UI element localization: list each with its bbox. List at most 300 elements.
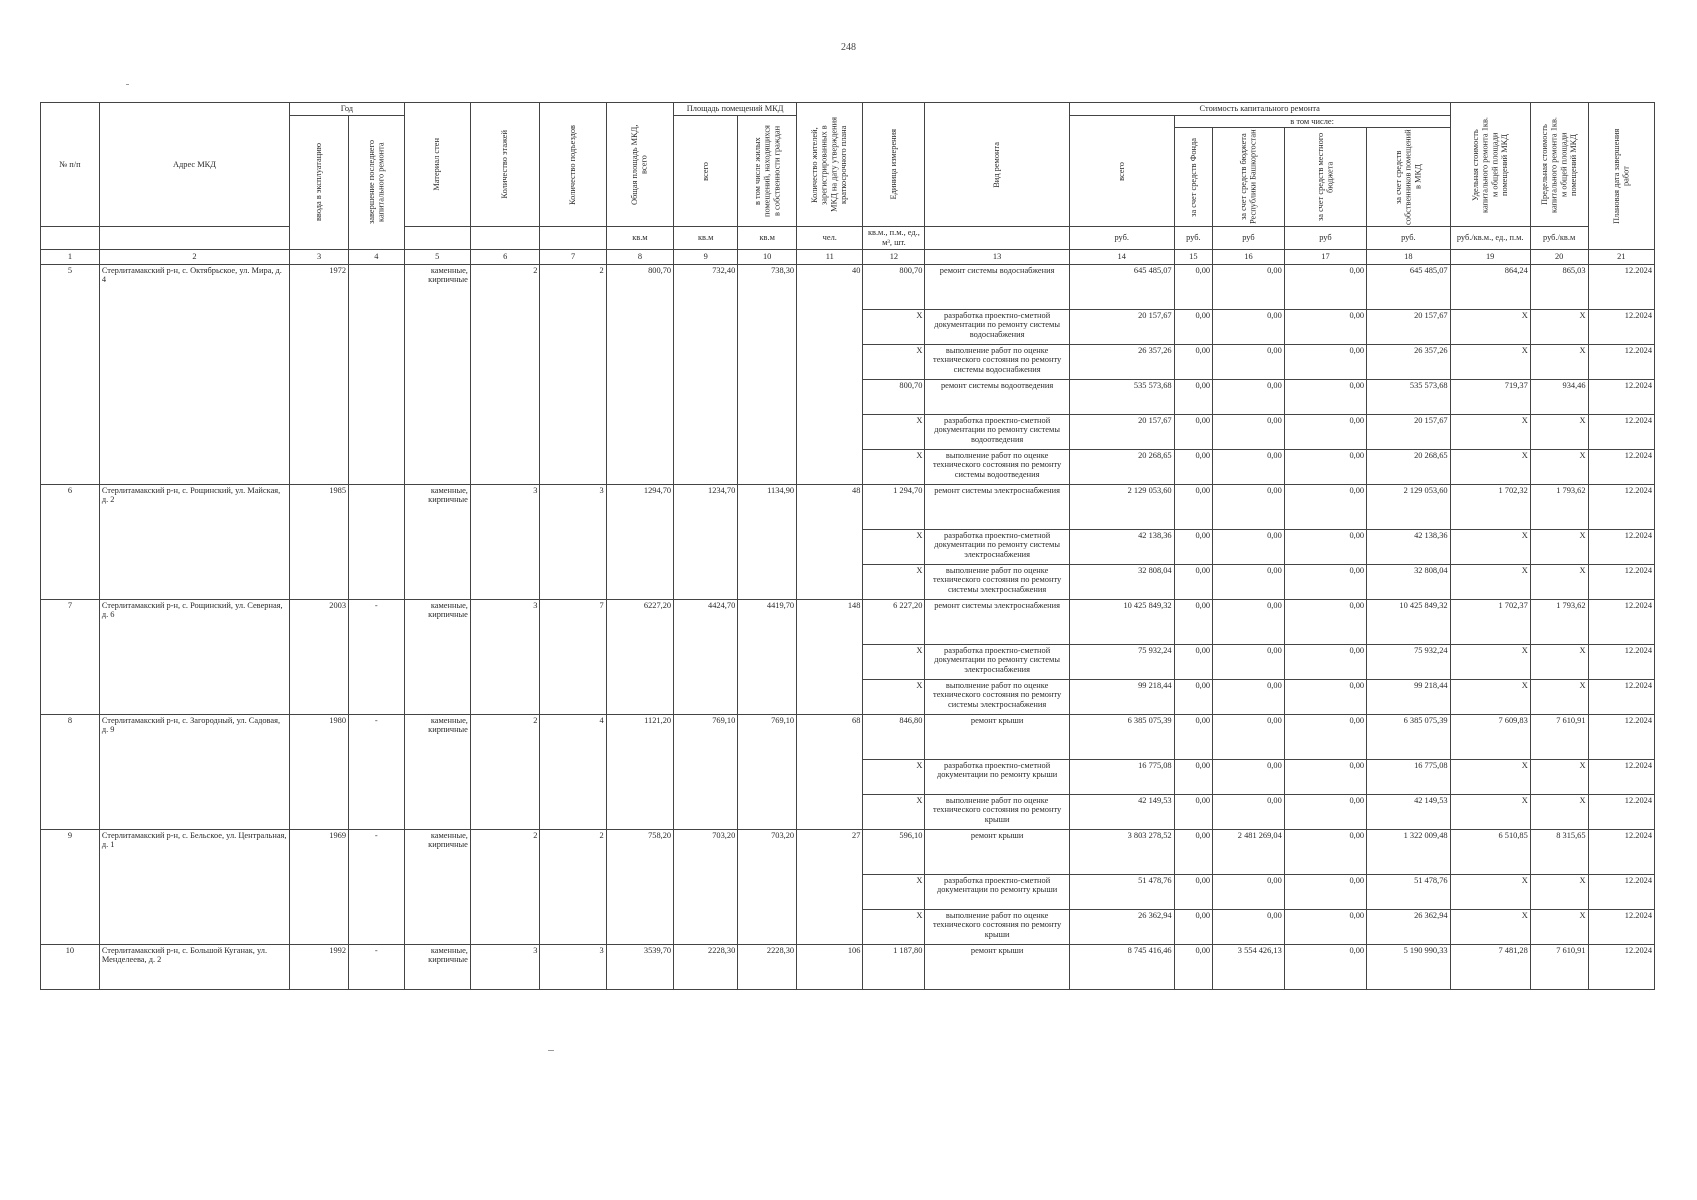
work-unit-cost: 7 481,28 <box>1450 944 1530 989</box>
work-cost-local: 0,00 <box>1284 909 1366 944</box>
work-cost-owners: 5 190 990,33 <box>1367 944 1450 989</box>
column-number-cell: 3 <box>290 249 349 264</box>
building-last-repair <box>349 264 405 484</box>
work-cost-total: 10 425 849,32 <box>1069 599 1174 644</box>
work-cost-total: 6 385 075,39 <box>1069 714 1174 759</box>
work-cost-fund: 0,00 <box>1174 874 1213 909</box>
work-cost-owners: 20 157,67 <box>1367 309 1450 344</box>
work-unit: 800,70 <box>863 379 925 414</box>
column-number-cell: 8 <box>606 249 673 264</box>
work-cost-fund: 0,00 <box>1174 599 1213 644</box>
margin-mark <box>548 1050 554 1051</box>
column-number-cell: 14 <box>1069 249 1174 264</box>
work-limit-cost: 8 315,65 <box>1530 829 1588 874</box>
unit-blank-2 <box>99 227 289 249</box>
work-cost-republic: 0,00 <box>1213 909 1285 944</box>
header-year-last-repair <box>349 115 405 249</box>
building-area-residential: 2228,30 <box>738 944 797 989</box>
building-last-repair: - <box>349 599 405 714</box>
column-number-cell: 20 <box>1530 249 1588 264</box>
building-area-residential: 769,10 <box>738 714 797 829</box>
unit-cost-total: руб. <box>1069 227 1174 249</box>
building-num: 6 <box>41 484 100 599</box>
building-material: каменные, кирпичные <box>404 714 470 829</box>
work-cost-fund: 0,00 <box>1174 794 1213 829</box>
header-floors <box>470 103 540 227</box>
work-cost-owners: 535 573,68 <box>1367 379 1450 414</box>
table-row <box>41 829 1655 874</box>
work-cost-owners: 42 138,36 <box>1367 529 1450 564</box>
work-cost-local: 0,00 <box>1284 599 1366 644</box>
header-planned-date-text: Плановая дата завершения работ <box>1611 128 1631 224</box>
work-limit-cost: X <box>1530 564 1588 599</box>
building-residents: 27 <box>797 829 863 944</box>
building-total-area: 800,70 <box>606 264 673 484</box>
work-planned-date: 12.2024 <box>1588 264 1654 309</box>
work-unit-cost: 6 510,85 <box>1450 829 1530 874</box>
work-unit: 596,10 <box>863 829 925 874</box>
unit-area-total: кв.м <box>674 227 738 249</box>
column-number-cell: 11 <box>797 249 863 264</box>
work-cost-republic: 0,00 <box>1213 264 1285 309</box>
work-cost-fund: 0,00 <box>1174 414 1213 449</box>
work-cost-total: 3 803 278,52 <box>1069 829 1174 874</box>
column-number-cell: 5 <box>404 249 470 264</box>
work-planned-date: 12.2024 <box>1588 679 1654 714</box>
building-num: 7 <box>41 599 100 714</box>
header-unit-text: Единица измерения <box>889 129 899 200</box>
work-unit: X <box>863 344 925 379</box>
building-residents: 48 <box>797 484 863 599</box>
work-limit-cost: X <box>1530 759 1588 794</box>
work-unit-cost: 1 702,37 <box>1450 599 1530 644</box>
unit-blank-13 <box>925 227 1069 249</box>
work-name: выполнение работ по оценке технического состояния по ремонту системы электроснабжения <box>925 564 1069 599</box>
table-row <box>41 944 1655 989</box>
work-unit: X <box>863 909 925 944</box>
building-address: Стерлитамакский р-н, с. Рощинский, ул. Майская, д. 2 <box>99 484 289 599</box>
header-area-residential-text: в том числе жилых помещений, находящихся в собственности граждан <box>752 125 781 217</box>
work-planned-date: 12.2024 <box>1588 644 1654 679</box>
work-cost-fund: 0,00 <box>1174 484 1213 529</box>
column-number-cell: 13 <box>925 249 1069 264</box>
unit-limit-cost: руб./кв.м <box>1530 227 1588 249</box>
work-name: разработка проектно-сметной документации по ремонту системы электроснабжения <box>925 644 1069 679</box>
header-year-group: Год <box>290 103 404 116</box>
work-cost-republic: 0,00 <box>1213 599 1285 644</box>
work-unit: 846,80 <box>863 714 925 759</box>
work-unit: X <box>863 449 925 484</box>
building-floors: 2 <box>470 714 540 829</box>
work-name: ремонт системы водоотведения <box>925 379 1069 414</box>
header-cost-local-text: за счет средств местного бюджета <box>1315 133 1335 222</box>
margin-mark <box>126 84 129 85</box>
work-name: выполнение работ по оценке технического состояния по ремонту системы электроснабжения <box>925 679 1069 714</box>
building-total-area: 758,20 <box>606 829 673 944</box>
work-cost-total: 42 138,36 <box>1069 529 1174 564</box>
column-number-cell: 12 <box>863 249 925 264</box>
building-total-area: 3539,70 <box>606 944 673 989</box>
building-last-repair: - <box>349 714 405 829</box>
repair-plan-sheet <box>40 102 1655 990</box>
work-cost-republic: 0,00 <box>1213 714 1285 759</box>
work-cost-owners: 6 385 075,39 <box>1367 714 1450 759</box>
unit-blank-5 <box>404 227 470 249</box>
header-total-area-text: Общая площадь МКД, всего <box>630 124 649 205</box>
header-floors-text: Количество этажей <box>500 130 510 199</box>
work-cost-total: 20 157,67 <box>1069 309 1174 344</box>
work-name: выполнение работ по оценке технического состояния по ремонту системы водоотведения <box>925 449 1069 484</box>
header-cost-total <box>1069 115 1174 227</box>
work-unit-cost: X <box>1450 309 1530 344</box>
building-num: 5 <box>41 264 100 484</box>
header-work-type-text: Вид ремонта <box>992 141 1002 188</box>
building-num: 8 <box>41 714 100 829</box>
work-unit-cost: X <box>1450 564 1530 599</box>
header-unit-cost <box>1450 103 1530 227</box>
work-unit: X <box>863 794 925 829</box>
work-cost-local: 0,00 <box>1284 874 1366 909</box>
building-entrances: 7 <box>540 599 606 714</box>
work-limit-cost: X <box>1530 794 1588 829</box>
header-cost-group: Стоимость капитального ремонта <box>1069 103 1450 116</box>
unit-unit-cost: руб./кв.м., ед., п.м. <box>1450 227 1530 249</box>
work-name: ремонт крыши <box>925 714 1069 759</box>
work-unit-cost: X <box>1450 794 1530 829</box>
work-cost-local: 0,00 <box>1284 449 1366 484</box>
work-unit: X <box>863 309 925 344</box>
building-year: 1969 <box>290 829 349 944</box>
building-residents: 68 <box>797 714 863 829</box>
column-number-cell: 18 <box>1367 249 1450 264</box>
work-cost-fund: 0,00 <box>1174 714 1213 759</box>
header-address: Адрес МКД <box>99 103 289 227</box>
table-body <box>41 249 1655 989</box>
building-floors: 3 <box>470 944 540 989</box>
work-cost-owners: 32 808,04 <box>1367 564 1450 599</box>
work-unit: X <box>863 759 925 794</box>
header-area-total-text: всего <box>700 161 710 181</box>
building-area-total: 732,40 <box>674 264 738 484</box>
work-cost-republic: 2 481 269,04 <box>1213 829 1285 874</box>
column-number-cell: 2 <box>99 249 289 264</box>
header-cost-local <box>1284 128 1366 227</box>
work-name: ремонт крыши <box>925 829 1069 874</box>
work-cost-republic: 0,00 <box>1213 794 1285 829</box>
work-cost-fund: 0,00 <box>1174 909 1213 944</box>
work-cost-fund: 0,00 <box>1174 449 1213 484</box>
building-material: каменные, кирпичные <box>404 944 470 989</box>
page-number: 248 <box>841 42 856 53</box>
work-cost-local: 0,00 <box>1284 944 1366 989</box>
work-planned-date: 12.2024 <box>1588 794 1654 829</box>
building-entrances: 3 <box>540 484 606 599</box>
work-cost-fund: 0,00 <box>1174 309 1213 344</box>
work-unit-cost: X <box>1450 414 1530 449</box>
building-num: 10 <box>41 944 100 989</box>
building-area-residential: 1134,90 <box>738 484 797 599</box>
work-cost-fund: 0,00 <box>1174 644 1213 679</box>
building-entrances: 3 <box>540 944 606 989</box>
work-cost-republic: 0,00 <box>1213 379 1285 414</box>
work-cost-fund: 0,00 <box>1174 829 1213 874</box>
building-area-residential: 738,30 <box>738 264 797 484</box>
work-cost-owners: 20 268,65 <box>1367 449 1450 484</box>
building-area-total: 4424,70 <box>674 599 738 714</box>
column-number-cell: 21 <box>1588 249 1654 264</box>
work-cost-total: 75 932,24 <box>1069 644 1174 679</box>
building-year: 1980 <box>290 714 349 829</box>
header-entrances <box>540 103 606 227</box>
work-cost-republic: 3 554 426,13 <box>1213 944 1285 989</box>
work-name: ремонт системы водоснабжения <box>925 264 1069 309</box>
work-planned-date: 12.2024 <box>1588 874 1654 909</box>
header-unit <box>863 103 925 227</box>
header-limit-cost-text: Предельная стоимость капитального ремонта 1кв. м общей площади помещений МКД <box>1539 116 1578 213</box>
column-number-row <box>41 249 1655 264</box>
header-cost-owners-text: за счет средств собственников помещений в МКД <box>1393 129 1423 226</box>
header-work-type <box>925 103 1069 227</box>
building-floors: 3 <box>470 484 540 599</box>
work-cost-local: 0,00 <box>1284 679 1366 714</box>
work-planned-date: 12.2024 <box>1588 309 1654 344</box>
work-cost-fund: 0,00 <box>1174 759 1213 794</box>
column-number-cell: 17 <box>1284 249 1366 264</box>
work-cost-republic: 0,00 <box>1213 414 1285 449</box>
work-unit-cost: X <box>1450 679 1530 714</box>
header-wall-material <box>404 103 470 227</box>
work-cost-fund: 0,00 <box>1174 944 1213 989</box>
work-cost-local: 0,00 <box>1284 414 1366 449</box>
work-cost-owners: 16 775,08 <box>1367 759 1450 794</box>
header-area-residential <box>738 115 797 227</box>
work-name: ремонт системы электроснабжения <box>925 484 1069 529</box>
column-number-cell: 10 <box>738 249 797 264</box>
work-cost-owners: 10 425 849,32 <box>1367 599 1450 644</box>
work-name: разработка проектно-сметной документации по ремонту системы водоснабжения <box>925 309 1069 344</box>
work-cost-local: 0,00 <box>1284 644 1366 679</box>
header-unit-cost-text: Удельная стоимость капитального ремонта 1кв. м общей площади помещений МКД <box>1470 116 1509 213</box>
building-address: Стерлитамакский р-н, с. Большой Куганак, ул. Менделеева, д. 2 <box>99 944 289 989</box>
work-cost-total: 42 149,53 <box>1069 794 1174 829</box>
work-unit-cost: 864,24 <box>1450 264 1530 309</box>
work-unit: 1 187,80 <box>863 944 925 989</box>
unit-cost-owners: руб. <box>1367 227 1450 249</box>
work-cost-total: 16 775,08 <box>1069 759 1174 794</box>
building-entrances: 4 <box>540 714 606 829</box>
work-unit: X <box>863 529 925 564</box>
work-cost-republic: 0,00 <box>1213 344 1285 379</box>
building-material: каменные, кирпичные <box>404 829 470 944</box>
building-last-repair <box>349 484 405 599</box>
building-address: Стерлитамакский р-н, с. Рощинский, ул. Северная, д. 6 <box>99 599 289 714</box>
work-cost-owners: 20 157,67 <box>1367 414 1450 449</box>
header-cost-republic <box>1213 128 1285 227</box>
work-unit-cost: X <box>1450 759 1530 794</box>
work-cost-republic: 0,00 <box>1213 874 1285 909</box>
work-limit-cost: 7 610,91 <box>1530 714 1588 759</box>
building-address: Стерлитамакский р-н, с. Октябрьское, ул. Мира, д. 4 <box>99 264 289 484</box>
building-year: 1992 <box>290 944 349 989</box>
work-cost-owners: 99 218,44 <box>1367 679 1450 714</box>
header-year-commission-text: ввода в эксплуатацию <box>314 143 324 222</box>
work-unit-cost: 1 702,32 <box>1450 484 1530 529</box>
building-area-total: 1234,70 <box>674 484 738 599</box>
work-cost-total: 20 268,65 <box>1069 449 1174 484</box>
work-name: выполнение работ по оценке технического состояния по ремонту крыши <box>925 794 1069 829</box>
column-number-cell: 6 <box>470 249 540 264</box>
column-number-cell: 7 <box>540 249 606 264</box>
work-cost-republic: 0,00 <box>1213 759 1285 794</box>
work-unit-cost: X <box>1450 344 1530 379</box>
building-num: 9 <box>41 829 100 944</box>
work-unit: X <box>863 874 925 909</box>
building-material: каменные, кирпичные <box>404 599 470 714</box>
building-total-area: 1121,20 <box>606 714 673 829</box>
work-cost-owners: 42 149,53 <box>1367 794 1450 829</box>
building-total-area: 6227,20 <box>606 599 673 714</box>
header-cost-including: в том числе: <box>1174 115 1450 128</box>
header-cost-owners <box>1367 128 1450 227</box>
work-planned-date: 12.2024 <box>1588 564 1654 599</box>
building-last-repair: - <box>349 829 405 944</box>
work-limit-cost: 865,03 <box>1530 264 1588 309</box>
building-residents: 148 <box>797 599 863 714</box>
building-year: 1972 <box>290 264 349 484</box>
work-cost-republic: 0,00 <box>1213 529 1285 564</box>
building-area-residential: 703,20 <box>738 829 797 944</box>
work-planned-date: 12.2024 <box>1588 484 1654 529</box>
work-limit-cost: 934,46 <box>1530 379 1588 414</box>
building-total-area: 1294,70 <box>606 484 673 599</box>
work-cost-republic: 0,00 <box>1213 679 1285 714</box>
column-number-cell: 16 <box>1213 249 1285 264</box>
building-material: каменные, кирпичные <box>404 484 470 599</box>
work-cost-fund: 0,00 <box>1174 679 1213 714</box>
work-limit-cost: X <box>1530 909 1588 944</box>
work-cost-total: 2 129 053,60 <box>1069 484 1174 529</box>
work-unit-cost: 7 609,83 <box>1450 714 1530 759</box>
work-unit: X <box>863 644 925 679</box>
work-limit-cost: X <box>1530 644 1588 679</box>
work-limit-cost: X <box>1530 414 1588 449</box>
building-last-repair: - <box>349 944 405 989</box>
work-unit: X <box>863 679 925 714</box>
work-limit-cost: X <box>1530 529 1588 564</box>
work-unit: X <box>863 564 925 599</box>
building-residents: 106 <box>797 944 863 989</box>
work-unit-cost: X <box>1450 644 1530 679</box>
work-limit-cost: X <box>1530 309 1588 344</box>
table-row <box>41 599 1655 644</box>
building-floors: 2 <box>470 264 540 484</box>
work-planned-date: 12.2024 <box>1588 599 1654 644</box>
building-floors: 3 <box>470 599 540 714</box>
work-name: разработка проектно-сметной документации по ремонту системы электроснабжения <box>925 529 1069 564</box>
work-limit-cost: X <box>1530 449 1588 484</box>
work-cost-total: 32 808,04 <box>1069 564 1174 599</box>
work-cost-fund: 0,00 <box>1174 564 1213 599</box>
work-cost-total: 26 357,26 <box>1069 344 1174 379</box>
work-limit-cost: X <box>1530 874 1588 909</box>
work-planned-date: 12.2024 <box>1588 529 1654 564</box>
work-cost-local: 0,00 <box>1284 344 1366 379</box>
building-address: Стерлитамакский р-н, с. Бельское, ул. Центральная, д. 1 <box>99 829 289 944</box>
work-name: разработка проектно-сметной документации по ремонту крыши <box>925 759 1069 794</box>
unit-total-area: кв.м <box>606 227 673 249</box>
table-row <box>41 484 1655 529</box>
unit-residents: чел. <box>797 227 863 249</box>
work-unit-cost: X <box>1450 449 1530 484</box>
work-cost-total: 20 157,67 <box>1069 414 1174 449</box>
work-planned-date: 12.2024 <box>1588 909 1654 944</box>
work-cost-local: 0,00 <box>1284 829 1366 874</box>
work-cost-owners: 645 485,07 <box>1367 264 1450 309</box>
work-cost-owners: 1 322 009,48 <box>1367 829 1450 874</box>
work-cost-local: 0,00 <box>1284 264 1366 309</box>
header-area-group: Площадь помещений МКД <box>674 103 797 116</box>
work-cost-owners: 26 362,94 <box>1367 909 1450 944</box>
work-cost-total: 535 573,68 <box>1069 379 1174 414</box>
header-cost-fund-text: за счет средств Фонда <box>1188 137 1198 217</box>
column-number-cell: 4 <box>349 249 405 264</box>
work-cost-local: 0,00 <box>1284 714 1366 759</box>
unit-blank-1 <box>41 227 100 249</box>
work-cost-local: 0,00 <box>1284 794 1366 829</box>
building-year: 1985 <box>290 484 349 599</box>
header-planned-date <box>1588 103 1654 250</box>
work-unit: 6 227,20 <box>863 599 925 644</box>
header-num: № п/п <box>41 103 100 227</box>
column-number-cell: 19 <box>1450 249 1530 264</box>
work-planned-date: 12.2024 <box>1588 449 1654 484</box>
work-cost-owners: 51 478,76 <box>1367 874 1450 909</box>
work-cost-local: 0,00 <box>1284 484 1366 529</box>
table-row <box>41 714 1655 759</box>
building-address: Стерлитамакский р-н, с. Загородный, ул. Садовая, д. 9 <box>99 714 289 829</box>
work-cost-total: 645 485,07 <box>1069 264 1174 309</box>
work-planned-date: 12.2024 <box>1588 829 1654 874</box>
column-number-cell: 15 <box>1174 249 1213 264</box>
building-entrances: 2 <box>540 264 606 484</box>
work-cost-owners: 75 932,24 <box>1367 644 1450 679</box>
header-wall-material-text: Материал стен <box>432 138 442 191</box>
work-cost-fund: 0,00 <box>1174 344 1213 379</box>
work-name: выполнение работ по оценке технического состояния по ремонту системы водоснабжения <box>925 344 1069 379</box>
work-cost-owners: 2 129 053,60 <box>1367 484 1450 529</box>
work-name: ремонт крыши <box>925 944 1069 989</box>
work-limit-cost: 1 793,62 <box>1530 599 1588 644</box>
work-cost-republic: 0,00 <box>1213 644 1285 679</box>
work-planned-date: 12.2024 <box>1588 759 1654 794</box>
work-unit-cost: X <box>1450 909 1530 944</box>
building-entrances: 2 <box>540 829 606 944</box>
work-cost-fund: 0,00 <box>1174 529 1213 564</box>
header-cost-total-text: всего <box>1116 161 1126 181</box>
building-floors: 2 <box>470 829 540 944</box>
building-area-total: 769,10 <box>674 714 738 829</box>
work-cost-total: 26 362,94 <box>1069 909 1174 944</box>
unit-cost-fund: руб. <box>1174 227 1213 249</box>
unit-unit: кв.м., п.м., ед., м³, шт. <box>863 227 925 249</box>
unit-cost-republic: руб <box>1213 227 1285 249</box>
unit-blank-7 <box>540 227 606 249</box>
work-cost-total: 51 478,76 <box>1069 874 1174 909</box>
header-limit-cost <box>1530 103 1588 227</box>
header-residents-text: Количество жителей, зарегистрированных в МКД на дату утверждения краткосрочного плана <box>810 117 849 213</box>
work-limit-cost: X <box>1530 344 1588 379</box>
work-unit: 800,70 <box>863 264 925 309</box>
